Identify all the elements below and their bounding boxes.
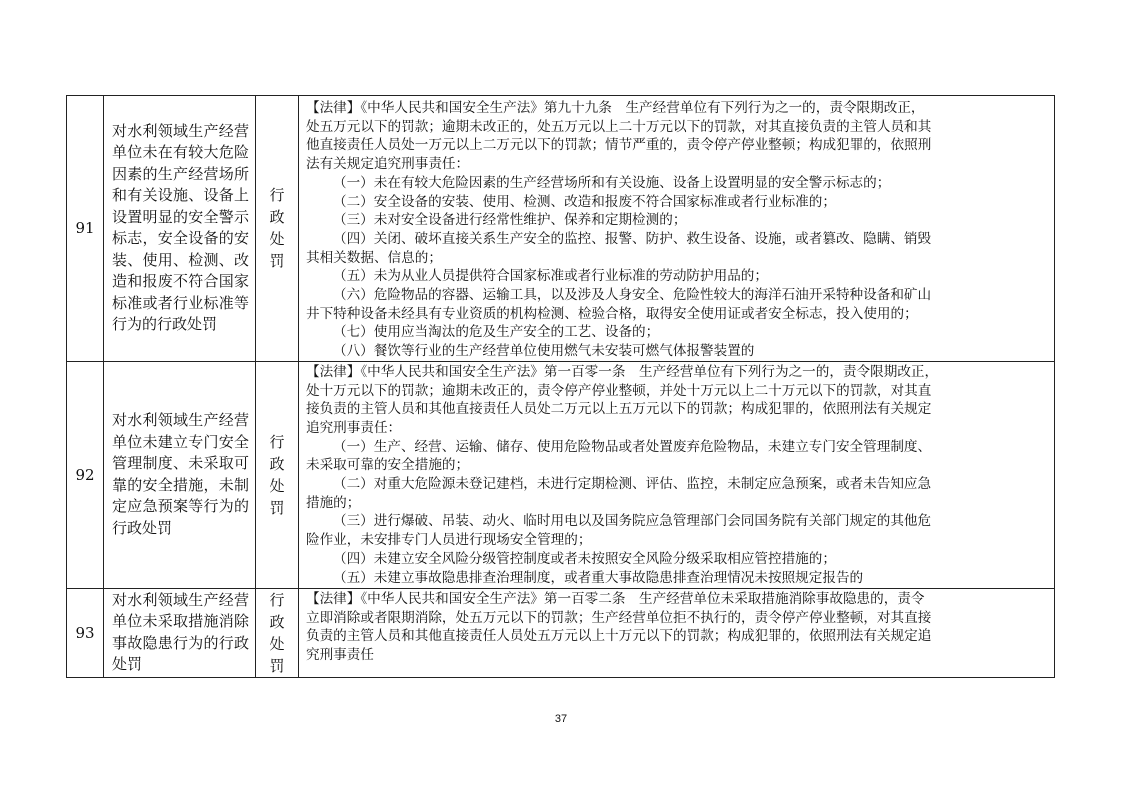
- item-name: 对水利领域生产经营单位未采取措施消除事故隐患行为的行政处罚: [104, 588, 256, 677]
- basis-line: 【法律】《中华人民共和国安全生产法》第九十九条 生产经营单位有下列行为之一的，责令限期改正，: [306, 100, 925, 116]
- penalty-type-cell: [256, 588, 299, 677]
- basis-line: （四）关闭、破坏直接关系生产安全的监控、报警、防护、救生设备、设施，或者篡改、隐瞒、销毁: [333, 230, 932, 247]
- basis-line: （一）未在有较大危险因素的生产经营场所和有关设施、设备上设置明显的安全警示标志的；: [333, 174, 891, 191]
- basis-line: （五）未为从业人员提供符合国家标准或者行业标准的劳动防护用品的；: [333, 268, 768, 285]
- basis-line: 井下特种设备未经具有专业资质的机构检测、检验合格，取得安全使用证或者安全标志，投入使用的；: [306, 305, 918, 322]
- basis-line: （八）餐饮等行业的生产经营单位使用燃气未安装可燃气体报警装置的: [333, 343, 755, 360]
- penalty-type: 行政处罚: [269, 590, 285, 675]
- basis-line: （二）安全设备的安装、使用、检测、改造和报废不符合国家标准或者行业标准的；: [333, 193, 836, 210]
- basis-line: （三）未对安全设备进行经常性维护、保养和定期检测的；: [333, 212, 687, 229]
- table-row: [67, 588, 1055, 677]
- basis-line: （六）危险物品的容器、运输工具，以及涉及人身安全、危险性较大的海洋石油开采特种设备和矿山: [333, 287, 932, 304]
- basis-line: 究刑事责任: [306, 646, 374, 663]
- row-number: 93: [67, 588, 104, 677]
- legal-basis: [299, 588, 1055, 677]
- penalty-type-cell: [256, 96, 299, 362]
- basis-line: 立即消除或者限期消除，处五万元以下的罚款；生产经营单位拒不执行的，责令停产停业整顿，对其直接: [306, 609, 932, 626]
- basis-line: 其相关数据、信息的；: [306, 249, 442, 266]
- legal-basis: [299, 361, 1055, 588]
- basis-line: 接负责的主管人员和其他直接责任人员处二万元以上五万元以下的罚款；构成犯罪的，依照刑法有关规定: [306, 401, 932, 418]
- basis-line: 未采取可靠的安全措施的；: [306, 457, 470, 474]
- basis-line: 负责的主管人员和其他直接责任人员处五万元以上十万元以下的罚款；构成犯罪的，依照刑法有关规定追: [306, 628, 932, 645]
- basis-line: 法有关规定追究刑事责任：: [306, 156, 470, 173]
- row-number: 91: [67, 96, 104, 362]
- basis-line: 险作业，未安排专门人员进行现场安全管理的；: [306, 532, 592, 549]
- basis-line: （四）未建立安全风险分级管控制度或者未按照安全风险分级采取相应管控措施的；: [333, 550, 836, 567]
- penalty-table: [66, 95, 1055, 678]
- basis-line: （三）进行爆破、吊装、动火、临时用电以及国务院应急管理部门会同国务院有关部门规定的其他危: [333, 513, 932, 530]
- penalty-type: 行政处罚: [269, 186, 285, 271]
- table-row: [67, 361, 1055, 588]
- penalty-type: 行政处罚: [269, 432, 285, 517]
- basis-line: 处五万元以下的罚款；逾期未改正的，处五万元以上二十万元以下的罚款，对其直接负责的主管人员和其: [306, 118, 932, 135]
- basis-line: （一）生产、经营、运输、储存、使用危险物品或者处置废弃危险物品，未建立专门安全管理制度、: [333, 438, 932, 455]
- table-row: [67, 96, 1055, 362]
- penalty-type-cell: [256, 361, 299, 588]
- legal-basis: [299, 96, 1055, 362]
- row-number: 92: [67, 361, 104, 588]
- item-name: 对水利领域生产经营单位未建立专门安全管理制度、未采取可靠的安全措施，未制定应急预案等行为的行政处罚: [104, 361, 256, 588]
- item-name: 对水利领域生产经营单位未在有较大危险因素的生产经营场所和有关设施、设备上设置明显的安全警示标志，安全设备的安装、使用、检测、改造和报废不符合国家标准或者行业标准等行为的行政处罚: [104, 96, 256, 362]
- basis-line: 【法律】《中华人民共和国安全生产法》第一百零二条 生产经营单位未采取措施消除事故隐患的，责令: [306, 590, 925, 607]
- basis-line: （二）对重大危险源未登记建档，未进行定期检测、评估、监控，未制定应急预案，或者未告知应急: [333, 476, 932, 493]
- page-number: 37: [554, 713, 568, 725]
- basis-line: 处十万元以下的罚款；逾期未改正的，责令停产停业整顿，并处十万元以上二十万元以下的罚款，对其直: [306, 382, 932, 399]
- basis-line: 追究刑事责任：: [306, 419, 402, 436]
- basis-line: 【法律】《中华人民共和国安全生产法》第一百零一条 生产经营单位有下列行为之一的，责令限期改正，: [306, 363, 939, 380]
- basis-line: 他直接责任人员处一万元以上二万元以下的罚款；情节严重的，责令停产停业整顿；构成犯罪的，依照刑: [306, 137, 932, 154]
- basis-line: （五）未建立事故隐患排查治理制度，或者重大事故隐患排查治理情况未按照规定报告的: [333, 569, 864, 586]
- basis-line: 措施的；: [306, 494, 361, 511]
- basis-line: （七）使用应当淘汰的危及生产安全的工艺、设备的；: [333, 324, 660, 341]
